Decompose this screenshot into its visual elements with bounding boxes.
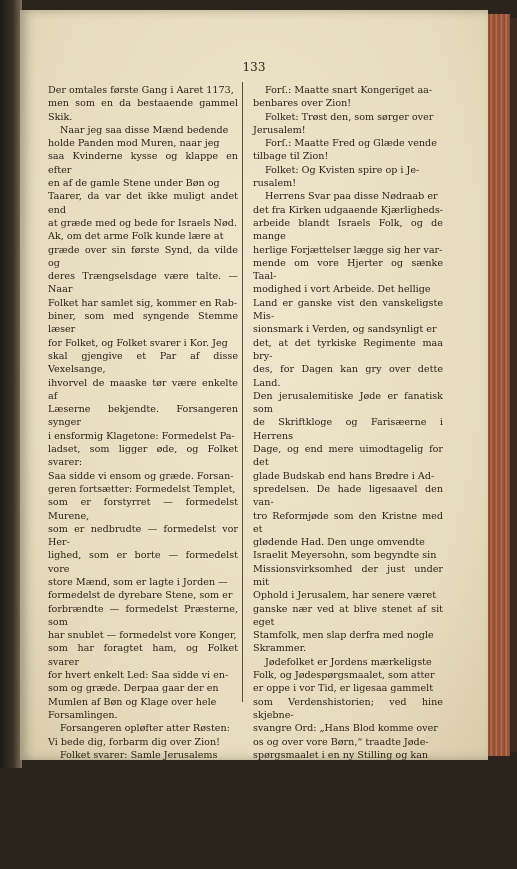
text-line: skal gjengive et Par af disse Vexelsange, [48,350,238,376]
text-line: Taarer, da var det ikke muligt andet end [48,191,238,216]
text-line: Land er ganske vist den vanskeligste Mis- [253,297,443,323]
text-line: deres Trængselsdage være talte. — Naar [48,271,238,296]
text-line: som og græde. Derpaa gaar der en [48,683,219,695]
text-line: at græde med og bede for Israels Nød. [48,217,237,229]
text-line: Læserne bekjendte. Forsangeren synger [48,404,238,429]
text-line: Missionsvirksomhed der just under mit [253,563,443,588]
text-line: geren fortsætter: Formedelst Templet, [48,483,236,495]
text-line: ikke med nogensomhelst borgerlig Lov [253,763,443,775]
text-line: des, for Dagen kan gry over dette Land. [253,364,443,389]
text-line: Børn! [48,763,76,775]
text-line: for Folket, og Folket svarer i Kor. Jeg [48,337,228,349]
text-line: Forſ.: Maatte Fred og Glæde vende [265,138,437,150]
text-line: Folket svarer: Samle Jerusalems [60,749,218,761]
text-line: Folket har samlet sig, kommer en Rab- [48,297,238,309]
text-line: som har foragtet ham, og Folket svarer [48,643,238,668]
text-line: Forsangeren opløfter atter Røsten: [60,723,230,735]
text-line: biner, som med syngende Stemme læser [48,311,238,336]
text-line: eller Foranstaltning finde sin fulde Løs- [253,776,443,801]
text-line: tro Reformjøde som den Kristne med et [253,510,443,535]
text-line: Jødefolket er Jordens mærkeligste [265,656,432,668]
text-line: ganske nær ved at blive stenet af sit eget [253,603,443,628]
text-line: holde Panden mod Muren, naar jeg [48,138,220,150]
text-line: som er forstyrret — formedelst Murene, [48,497,238,522]
text-line: Mumlen af Bøn og Klage over hele [48,696,217,708]
text-line: herlige Forjættelser lægge sig her var- [253,244,443,256]
book-spine [0,0,22,768]
text-line: rusalem! [253,178,297,190]
text-line: Herrens Svar paa disse Nødraab er [265,191,438,203]
text-line: i ensformig Klagetone: Formedelst Pa- [48,430,235,442]
text-line: Jerusalem! [253,124,306,136]
text-line: spørgsmaalet i en ny Stilling og kan [253,749,429,761]
right-text-column [253,84,443,869]
text-line: græde over sin første Synd, da vilde og [48,244,238,269]
text-line: os og over vore Børn,“ traadte Jøde- [253,736,429,748]
page-number: 133 [242,60,266,74]
text-line: Folket: Ak, vend dig naadig til Je- [60,842,223,854]
text-line: Vi bede dig, forbarm dig over Zion! [48,736,220,748]
text-line: som Verdenshistorien; ved hine skjebne- [253,696,443,721]
text-line: Der omtales første Gang i Aaret 1173, [48,85,234,96]
text-line: har snublet — formedelst vore Konger, [48,630,237,642]
text-line: men som en da bestaaende gammel Skik. [48,98,238,123]
text-line: modighed i vort Arbeide. Det hellige [253,284,431,296]
text-line: Zions Frelser! [48,789,117,801]
text-line: benbares over Zion! [253,98,352,110]
text-line: som er nedbrudte — formedelst vor Her- [48,523,238,549]
text-line: er oppe i vor Tid, er ligesaa gammelt [253,683,434,695]
text-line: Folk, og Jødespørgsmaalet, som atter [253,670,435,682]
text-line: en af de gamle Stene under Bøn og [48,178,220,190]
column-divider [242,82,243,702]
text-line: stelige Kjærligheds stille, taalmodige Ar- [253,816,443,841]
text-line: Forsangeren: Skynd dig, Skynd dig, [60,776,235,788]
text-line: omgive Zion! [48,829,112,841]
text-line: beide, naar Guds Domme er gaaede [253,842,428,854]
text-line: Ophold i Jerusalem, har senere været [253,590,437,602]
text-line: Saa sidde vi ensom og græde. Forsan- [48,470,234,482]
text-line: Den jerusalemitiske Jøde er fanatisk som [253,390,443,416]
text-line: Forſ.: Maatte snart Kongeriget aa- [265,85,433,96]
text-line: tilbage til Zion! [253,151,329,163]
text-line: Stamfolk, men slap derfra med nogle [253,630,434,642]
left-text-column [48,84,238,869]
text-line: svangre Ord: „Hans Blod komme over [253,723,438,735]
text-line: Folket: Og Kvisten spire op i Je- [265,164,420,176]
text-line: Forſ.: Gid Skjønhed og Herlighed [60,816,222,828]
text-line: Skrammer. [253,643,307,655]
text-line: Folket: Tal til Jerusalems Hjerte! [60,803,219,815]
text-line: store Mænd, som er lagte i Jorden — [48,576,228,588]
text-line: Israelit Meyersohn, som begyndte sin [253,550,437,562]
text-line: Dage, og end mere uimodtagelig for det [253,444,443,469]
text-line: det fra Kirken udgaaende Kjærligheds- [253,204,443,216]
text-line: glade Budskab end hans Brødre i Ad- [253,470,435,482]
text-line: ihvorvel de maaske tør være enkelte af [48,377,238,402]
page-edges [488,14,510,756]
text-line: Naar jeg saa disse Mænd bedende [60,124,229,136]
text-line: spredelsen. De hade ligesaavel den van- [253,483,443,509]
book-cover-edge [510,18,517,752]
text-line: Folket: Trøst den, som sørger over [265,111,434,123]
text-line: rusalem! [48,856,92,868]
text-line: forbrændte — formedelst Præsterne, som [48,603,238,628]
text-line: glødende Had. Den unge omvendte [253,537,425,549]
text-line: de Skriftkloge og Farisæerne i Herrens [253,417,443,442]
text-line: Forsamlingen. [48,709,118,721]
text-line: tilende. Saa dæmrer da ogsaa over [253,856,424,868]
text-line: mende om vore Hjerter og sænke Taal- [253,257,443,283]
book-page [20,10,488,868]
text-line: sionsmark i Verden, og sandsynligt er [253,324,437,336]
text-line: for hvert enkelt Led: Saa sidde vi en- [48,670,229,682]
text-line: Ak, om det arme Folk kunde lære at [48,231,224,243]
text-line: lighed, som er borte — formedelst vore [48,550,238,575]
text-line: ning. Dette ser først gjennem den kri- [253,803,438,815]
text-line: det, at det tyrkiske Regimente maa bry- [253,337,443,362]
text-line: ladset, som ligger øde, og Folket svarer: [48,444,238,469]
text-line: formedelst de dyrebare Stene, som er [48,590,233,602]
text-line: arbeide blandt Israels Folk, og de mange [253,217,443,243]
text-line: saa Kvinderne kysse og klappe en efter [48,151,238,176]
